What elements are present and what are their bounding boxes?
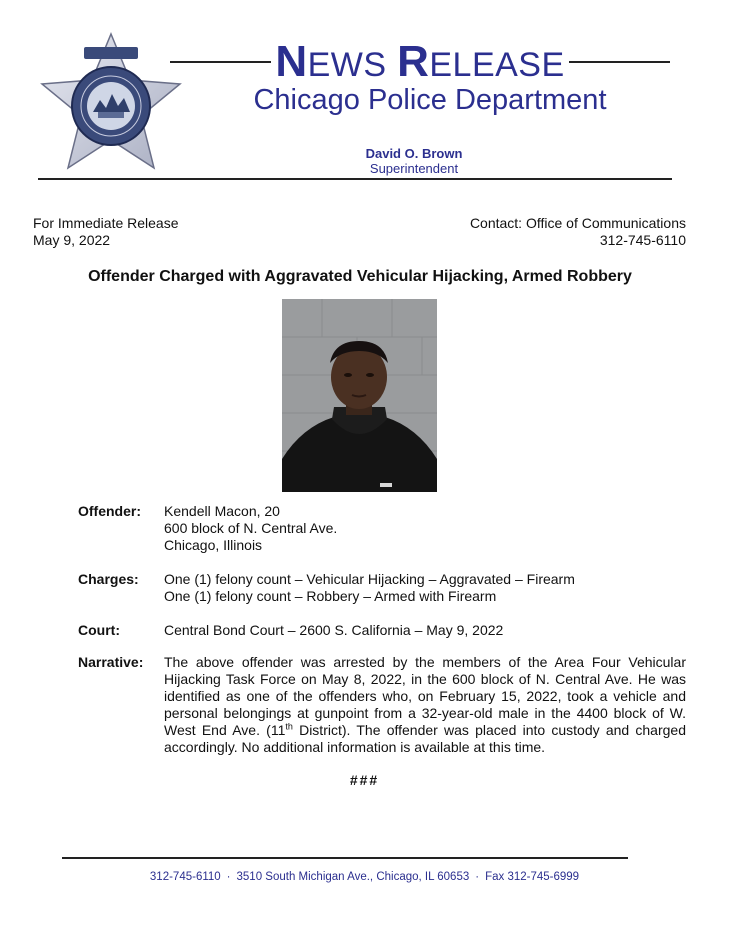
end-mark: ### (349, 772, 380, 788)
release-info (33, 215, 179, 249)
offender-city: Chicago, Illinois (164, 537, 263, 553)
headline: Offender Charged with Aggravated Vehicular Hijacking, Armed Robbery (88, 268, 632, 285)
offender-name: Kendell Macon, 20 (164, 503, 280, 519)
department-name: Chicago Police Department (253, 84, 607, 116)
footer-divider (62, 857, 628, 859)
court-value: Central Bond Court – 2600 S. California – May 9, 2022 (164, 622, 504, 638)
offender-label: Offender: (78, 503, 141, 519)
offender-details (164, 503, 337, 554)
footer-contact (0, 871, 729, 883)
footer-separator: · (226, 871, 231, 883)
contact-info (470, 215, 686, 249)
charge-item: One (1) felony count – Robbery – Armed with Firearm (164, 588, 497, 604)
contact-label: Contact: Office of Communications (469, 215, 686, 231)
news-release-heading: NEWS RELEASE (275, 37, 565, 86)
court-label: Court: (78, 622, 120, 638)
narrative-label: Narrative: (78, 654, 144, 670)
title-rule-right (569, 61, 670, 63)
superintendent-title: Superintendent (369, 161, 459, 176)
police-star-badge-logo (38, 32, 184, 174)
charge-item: One (1) felony count – Vehicular Hijacking – Aggravated – Firearm (164, 571, 575, 587)
footer-fax: Fax 312-745-6999 (485, 871, 580, 883)
offender-address: 600 block of N. Central Ave. (164, 520, 338, 536)
narrative-text: The above offender was arrested by the members of the Area Four Vehicular Hijacking Task Force on May 8, 2022, in the 600 block of N. Central Ave. He was identified as one of the offenders who, on February 15, 2022, took a vehicle and personal belongings at gunpoint from a 32-year-old male in the 4400 block of W. West End Ave. (11th District). The offender was placed into custody and charged accordingly. No additional information is available at this time. (164, 654, 686, 755)
offender-photo (282, 299, 437, 492)
footer-phone: 312-745-6110 (149, 871, 221, 883)
charges-label: Charges: (78, 571, 139, 587)
news-release-title (170, 37, 670, 86)
title-rule-left (170, 61, 271, 63)
header-divider (38, 178, 672, 180)
footer-address: 3510 South Michigan Ave., Chicago, IL 60653 (236, 871, 470, 883)
contact-phone: 312-745-6110 (599, 232, 686, 248)
footer-separator: · (475, 871, 480, 883)
release-type: For Immediate Release (33, 215, 179, 231)
release-date: May 9, 2022 (33, 232, 111, 248)
superintendent-name: David O. Brown (365, 146, 463, 161)
charges-list (164, 571, 575, 605)
